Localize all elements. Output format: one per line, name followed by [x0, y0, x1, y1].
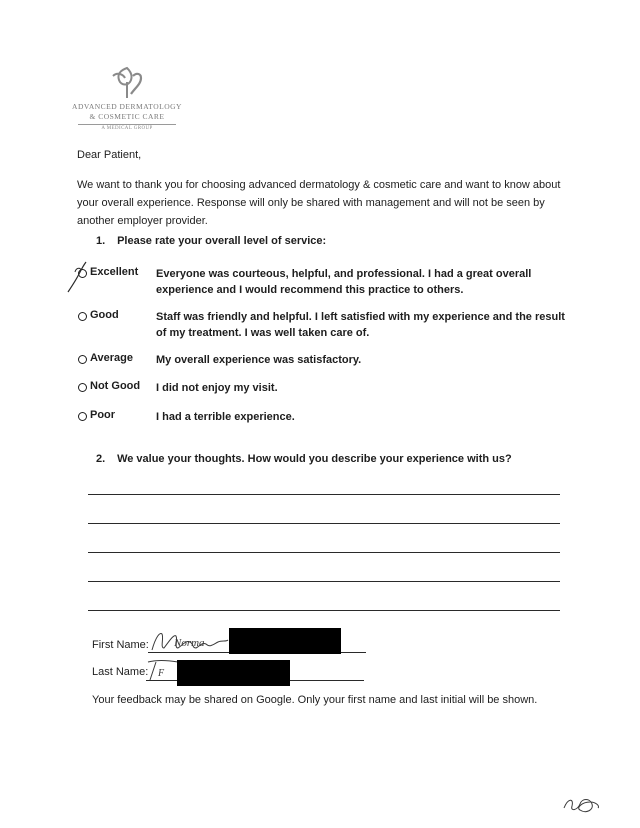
answer-line[interactable] [88, 581, 560, 582]
first-name-label: First Name: [92, 639, 149, 651]
footer-note: Your feedback may be shared on Google. Only your first name and last initial will be shown. [92, 694, 538, 706]
question-1 [96, 235, 326, 247]
option-description: My overall experience was satisfactory. [156, 354, 362, 366]
answer-line[interactable] [88, 610, 560, 611]
answer-line[interactable] [88, 494, 560, 495]
intro-paragraph: We want to thank you for choosing advanced dermatology & cosmetic care and want to know about your overall experience. Response will only be shared with management and will not be seen by another employer provider. [77, 179, 561, 227]
practice-logo [72, 64, 182, 131]
first-name-value: Norma [174, 637, 205, 649]
option-label: Excellent [90, 266, 139, 278]
answer-line[interactable] [88, 552, 560, 553]
answer-line[interactable] [88, 523, 560, 524]
radio-average[interactable] [78, 355, 87, 364]
option-label: Not Good [90, 380, 141, 392]
option-label: Average [90, 352, 134, 364]
radio-good[interactable] [78, 312, 87, 321]
redacted-last-name [177, 660, 290, 686]
first-name-signature [148, 626, 230, 656]
option-description: Staff was friendly and helpful. I left satisfied with my experience and the result of my treatment. I was well taken care of. [156, 311, 565, 339]
option-label: Good [90, 309, 119, 321]
greeting: Dear Patient, [77, 149, 142, 161]
option-description: I did not enjoy my visit. [156, 382, 278, 394]
handwritten-initials-icon [560, 790, 602, 816]
logo-mark-icon [107, 64, 147, 100]
radio-not-good[interactable] [78, 383, 87, 392]
last-name-label: Last Name: [92, 666, 149, 678]
redacted-first-name [229, 628, 341, 654]
first-name-field[interactable] [92, 639, 149, 651]
question-2 [96, 453, 512, 465]
option-description: Everyone was courteous, helpful, and professional. I had a great overall experience and I would recommend this practice to others. [156, 268, 532, 296]
handwritten-check-icon [66, 260, 88, 294]
logo-line-1: ADVANCED DERMATOLOGY [72, 102, 182, 111]
question-1-text: Please rate your overall level of service: [117, 235, 327, 247]
question-1-number: 1. [96, 235, 106, 247]
option-label: Poor [90, 409, 116, 421]
last-name-field[interactable] [92, 666, 148, 678]
logo-line-2: & COSMETIC CARE [78, 112, 176, 125]
radio-poor[interactable] [78, 412, 87, 421]
last-name-value: F [158, 668, 165, 679]
option-description: I had a terrible experience. [156, 411, 295, 423]
logo-subtitle: A MEDICAL GROUP [101, 126, 153, 131]
question-2-number: 2. [96, 453, 106, 465]
question-2-text: We value your thoughts. How would you describe your experience with us? [117, 453, 512, 465]
